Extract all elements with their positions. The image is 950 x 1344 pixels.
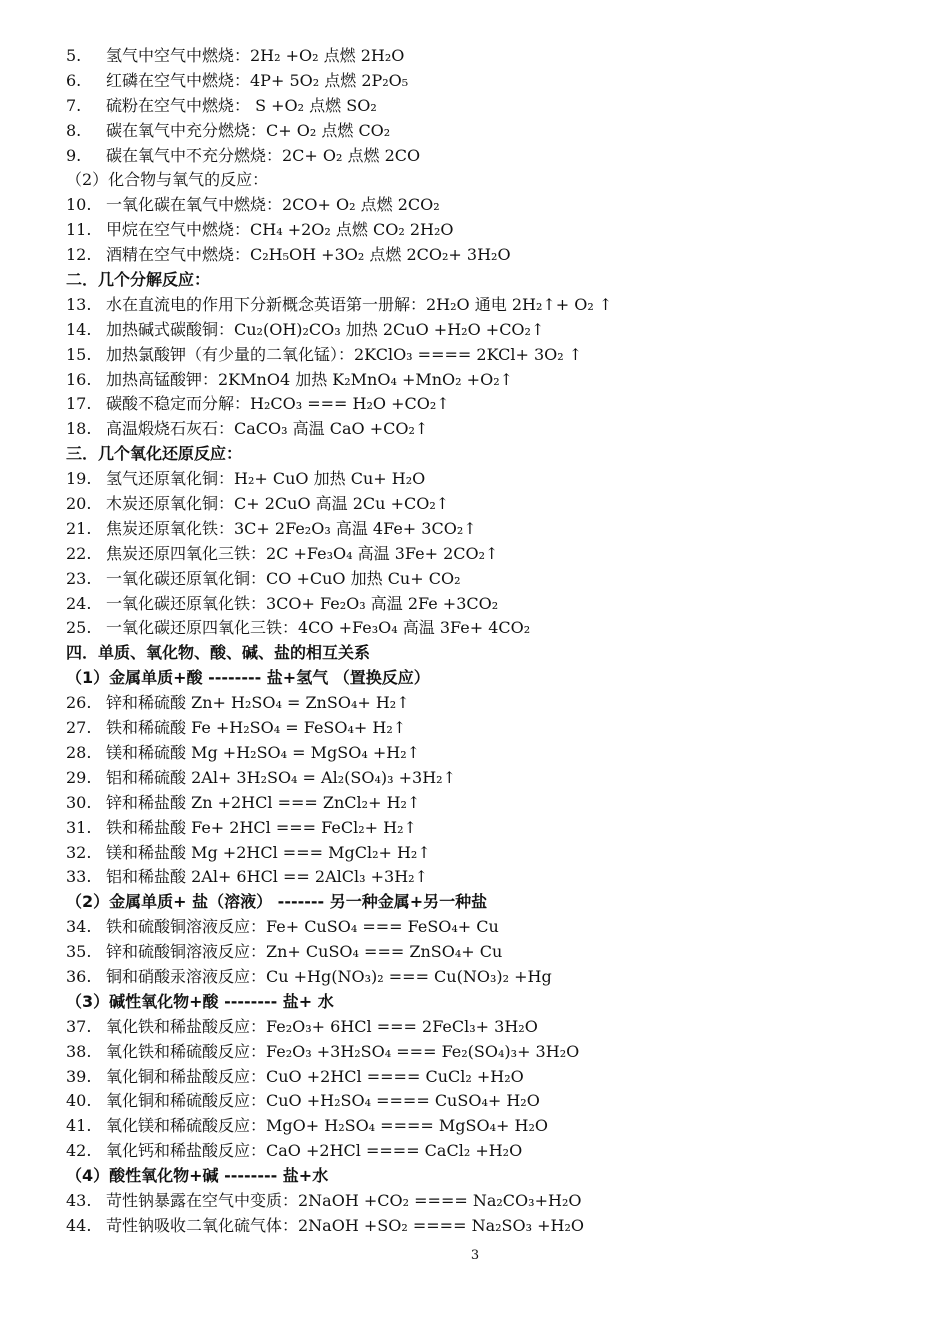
- subsection-heading: [66, 168, 896, 193]
- line-text: 镁和稀硫酸 Mg +H₂SO₄ = MgSO₄ +H₂↑: [106, 742, 421, 762]
- item-number: 35.: [66, 942, 92, 962]
- equation-line: [66, 865, 896, 890]
- item-number: 29.: [66, 767, 92, 787]
- equation-line: [66, 1214, 896, 1239]
- line-text: 锌和稀硫酸 Zn+ H₂SO₄ = ZnSO₄+ H₂↑: [106, 693, 410, 713]
- line-text: 氧化铁和稀盐酸反应：Fe₂O₃+ 6HCl === 2FeCl₃+ 3H₂O: [106, 1016, 538, 1036]
- item-number: 20.: [66, 494, 92, 514]
- line-text: 四．单质、氧化物、酸、碱、盐的相互关系: [66, 643, 371, 663]
- section-heading: [66, 442, 896, 467]
- line-text: 碳在氧气中不充分燃烧：2C+ O₂ 点燃 2CO: [106, 145, 421, 165]
- line-text: 碳在氧气中充分燃烧：C+ O₂ 点燃 CO₂: [106, 120, 391, 140]
- item-number: 39.: [66, 1066, 92, 1086]
- equation-line: [66, 94, 896, 119]
- line-text: 氧化铁和稀硫酸反应：Fe₂O₃ +3H₂SO₄ === Fe₂(SO₄)₃+ 3H₂O: [106, 1041, 580, 1061]
- equation-line: [66, 343, 896, 368]
- equation-line: [66, 69, 896, 94]
- item-number: 21.: [66, 518, 92, 538]
- line-text: 酒精在空气中燃烧：C₂H₅OH +3O₂ 点燃 2CO₂+ 3H₂O: [106, 245, 511, 265]
- line-text: 水在直流电的作用下分新概念英语第一册解：2H₂O 通电 2H₂↑+ O₂ ↑: [106, 294, 613, 314]
- line-text: 苛性钠暴露在空气中变质：2NaOH +CO₂ ==== Na₂CO₃+H₂O: [106, 1190, 582, 1210]
- section-heading: [66, 641, 896, 666]
- line-text: 氧化铜和稀硫酸反应：CuO +H₂SO₄ ==== CuSO₄+ H₂O: [106, 1091, 540, 1111]
- item-number: 44.: [66, 1215, 92, 1235]
- equation-line: [66, 1114, 896, 1139]
- equation-line: [66, 119, 896, 144]
- line-text: 铁和稀硫酸 Fe +H₂SO₄ = FeSO₄+ H₂↑: [106, 718, 407, 738]
- line-text: 铝和稀硫酸 2Al+ 3H₂SO₄ = Al₂(SO₄)₃ +3H₂↑: [106, 767, 456, 787]
- equation-line: [66, 791, 896, 816]
- equation-line: [66, 1015, 896, 1040]
- item-number: 32.: [66, 842, 92, 862]
- item-number: 17.: [66, 394, 92, 414]
- line-text: 氢气还原氧化铜：H₂+ CuO 加热 Cu+ H₂O: [106, 469, 426, 489]
- equation-line: [66, 218, 896, 243]
- item-number: 43.: [66, 1190, 92, 1210]
- item-number: 27.: [66, 718, 92, 738]
- item-number: 9.: [66, 145, 82, 165]
- line-text: 一氧化碳在氧气中燃烧：2CO+ O₂ 点燃 2CO₂: [106, 195, 440, 215]
- line-text: 氢气中空气中燃烧：2H₂ +O₂ 点燃 2H₂O: [106, 46, 405, 65]
- line-text: 一氧化碳还原氧化铁：3CO+ Fe₂O₃ 高温 2Fe +3CO₂: [106, 593, 499, 613]
- line-text: 加热高锰酸钾：2KMnO4 加热 K₂MnO₄ +MnO₂ +O₂↑: [106, 369, 514, 389]
- equation-line: [66, 940, 896, 965]
- item-number: 15.: [66, 344, 92, 364]
- item-number: 40.: [66, 1091, 92, 1111]
- equation-line: [66, 965, 896, 990]
- line-text: 加热碱式碳酸铜：Cu₂(OH)₂CO₃ 加热 2CuO +H₂O +CO₂↑: [106, 319, 545, 339]
- item-number: 28.: [66, 742, 92, 762]
- equation-line: [66, 616, 896, 641]
- equation-line: [66, 243, 896, 268]
- section-heading: [66, 268, 896, 293]
- item-number: 12.: [66, 245, 92, 265]
- page-number: 3: [470, 1248, 480, 1263]
- line-text: 镁和稀盐酸 Mg +2HCl === MgCl₂+ H₂↑: [106, 842, 431, 862]
- equation-line: [66, 915, 896, 940]
- item-number: 38.: [66, 1041, 92, 1061]
- item-number: 36.: [66, 966, 92, 986]
- item-number: 31.: [66, 817, 92, 837]
- equation-line: [66, 318, 896, 343]
- section-heading: [66, 1164, 896, 1189]
- line-text: 锌和硫酸铜溶液反应：Zn+ CuSO₄ === ZnSO₄+ Cu: [106, 942, 503, 962]
- line-text: （2）金属单质+ 盐（溶液） ------- 另一种金属+另一种盐: [66, 892, 488, 912]
- line-text: 氧化钙和稀盐酸反应：CaO +2HCl ==== CaCl₂ +H₂O: [106, 1141, 523, 1161]
- equation-line: [66, 44, 896, 69]
- equation-line: [66, 716, 896, 741]
- item-number: 14.: [66, 319, 92, 339]
- line-text: 甲烷在空气中燃烧：CH₄ +2O₂ 点燃 CO₂ 2H₂O: [106, 220, 454, 240]
- section-heading: [66, 890, 896, 915]
- item-number: 8.: [66, 120, 82, 140]
- item-number: 13.: [66, 294, 92, 314]
- line-text: 铁和稀盐酸 Fe+ 2HCl === FeCl₂+ H₂↑: [106, 817, 417, 837]
- equation-line: [66, 517, 896, 542]
- equation-line: [66, 1089, 896, 1114]
- line-text: 加热氯酸钾（有少量的二氧化锰）：2KClO₃ ==== 2KCl+ 3O₂ ↑: [106, 344, 583, 364]
- item-number: 18.: [66, 419, 92, 439]
- line-text: 红磷在空气中燃烧：4P+ 5O₂ 点燃 2P₂O₅: [106, 70, 409, 90]
- item-number: 24.: [66, 593, 92, 613]
- item-number: 10.: [66, 195, 92, 215]
- equation-line: [66, 1139, 896, 1164]
- item-number: 6.: [66, 70, 82, 90]
- line-text: 三．几个氧化还原反应：: [66, 444, 243, 464]
- item-number: 33.: [66, 867, 92, 887]
- equation-line: [66, 816, 896, 841]
- equation-line: [66, 741, 896, 766]
- line-text: （4）酸性氧化物+碱 -------- 盐+水: [66, 1166, 329, 1186]
- equation-line: [66, 1189, 896, 1214]
- equation-line: [66, 567, 896, 592]
- equation-line: [66, 1040, 896, 1065]
- line-text: 锌和稀盐酸 Zn +2HCl === ZnCl₂+ H₂↑: [106, 792, 421, 812]
- item-number: 26.: [66, 693, 92, 713]
- line-text: （3）碱性氧化物+酸 -------- 盐+ 水: [66, 991, 334, 1011]
- item-number: 19.: [66, 469, 92, 489]
- section-heading: [66, 990, 896, 1015]
- item-number: 41.: [66, 1116, 92, 1136]
- line-text: （1）金属单质+酸 -------- 盐+氢气 （置换反应）: [66, 668, 430, 688]
- equation-line: [66, 417, 896, 442]
- equation-line: [66, 542, 896, 567]
- equation-line: [66, 368, 896, 393]
- section-heading: [66, 666, 896, 691]
- line-text: （2）化合物与氧气的反应：: [66, 170, 269, 190]
- equation-line: [66, 392, 896, 417]
- line-text: 焦炭还原四氧化三铁：2C +Fe₃O₄ 高温 3Fe+ 2CO₂↑: [106, 543, 499, 563]
- line-text: 一氧化碳还原氧化铜：CO +CuO 加热 Cu+ CO₂: [106, 568, 461, 588]
- line-text: 硫粉在空气中燃烧： S +O₂ 点燃 SO₂: [106, 95, 377, 115]
- line-text: 铝和稀盐酸 2Al+ 6HCl == 2AlCl₃ +3H₂↑: [106, 867, 428, 887]
- line-text: 铁和硫酸铜溶液反应：Fe+ CuSO₄ === FeSO₄+ Cu: [106, 917, 499, 937]
- equation-line: [66, 841, 896, 866]
- item-number: 7.: [66, 95, 82, 115]
- line-text: 高温煅烧石灰石：CaCO₃ 高温 CaO +CO₂↑: [106, 419, 429, 439]
- line-text: 铜和硝酸汞溶液反应：Cu +Hg(NO₃)₂ === Cu(NO₃)₂ +Hg: [106, 966, 552, 986]
- item-number: 5.: [66, 46, 82, 65]
- line-text: 氧化镁和稀硫酸反应：MgO+ H₂SO₄ ==== MgSO₄+ H₂O: [106, 1116, 548, 1136]
- item-number: 25.: [66, 618, 92, 638]
- line-text: 一氧化碳还原四氧化三铁：4CO +Fe₃O₄ 高温 3Fe+ 4CO₂: [106, 618, 531, 638]
- item-number: 11.: [66, 220, 92, 240]
- equation-line: [66, 467, 896, 492]
- equation-line: [66, 193, 896, 218]
- equation-line: [66, 293, 896, 318]
- item-number: 37.: [66, 1016, 92, 1036]
- document-body: [66, 44, 896, 1239]
- equation-line: [66, 144, 896, 169]
- line-text: 焦炭还原氧化铁：3C+ 2Fe₂O₃ 高温 4Fe+ 3CO₂↑: [106, 518, 477, 538]
- equation-line: [66, 492, 896, 517]
- item-number: 16.: [66, 369, 92, 389]
- equation-line: [66, 592, 896, 617]
- equation-line: [66, 691, 896, 716]
- line-text: 木炭还原氧化铜：C+ 2CuO 高温 2Cu +CO₂↑: [106, 494, 450, 514]
- item-number: 22.: [66, 543, 92, 563]
- item-number: 34.: [66, 917, 92, 937]
- equation-line: [66, 766, 896, 791]
- item-number: 42.: [66, 1141, 92, 1161]
- item-number: 23.: [66, 568, 92, 588]
- line-text: 二．几个分解反应：: [66, 270, 211, 290]
- equation-line: [66, 1065, 896, 1090]
- item-number: 30.: [66, 792, 92, 812]
- line-text: 氧化铜和稀盐酸反应：CuO +2HCl ==== CuCl₂ +H₂O: [106, 1066, 524, 1086]
- line-text: 苛性钠吸收二氧化硫气体：2NaOH +SO₂ ==== Na₂SO₃ +H₂O: [106, 1215, 584, 1235]
- line-text: 碳酸不稳定而分解：H₂CO₃ === H₂O +CO₂↑: [106, 394, 450, 414]
